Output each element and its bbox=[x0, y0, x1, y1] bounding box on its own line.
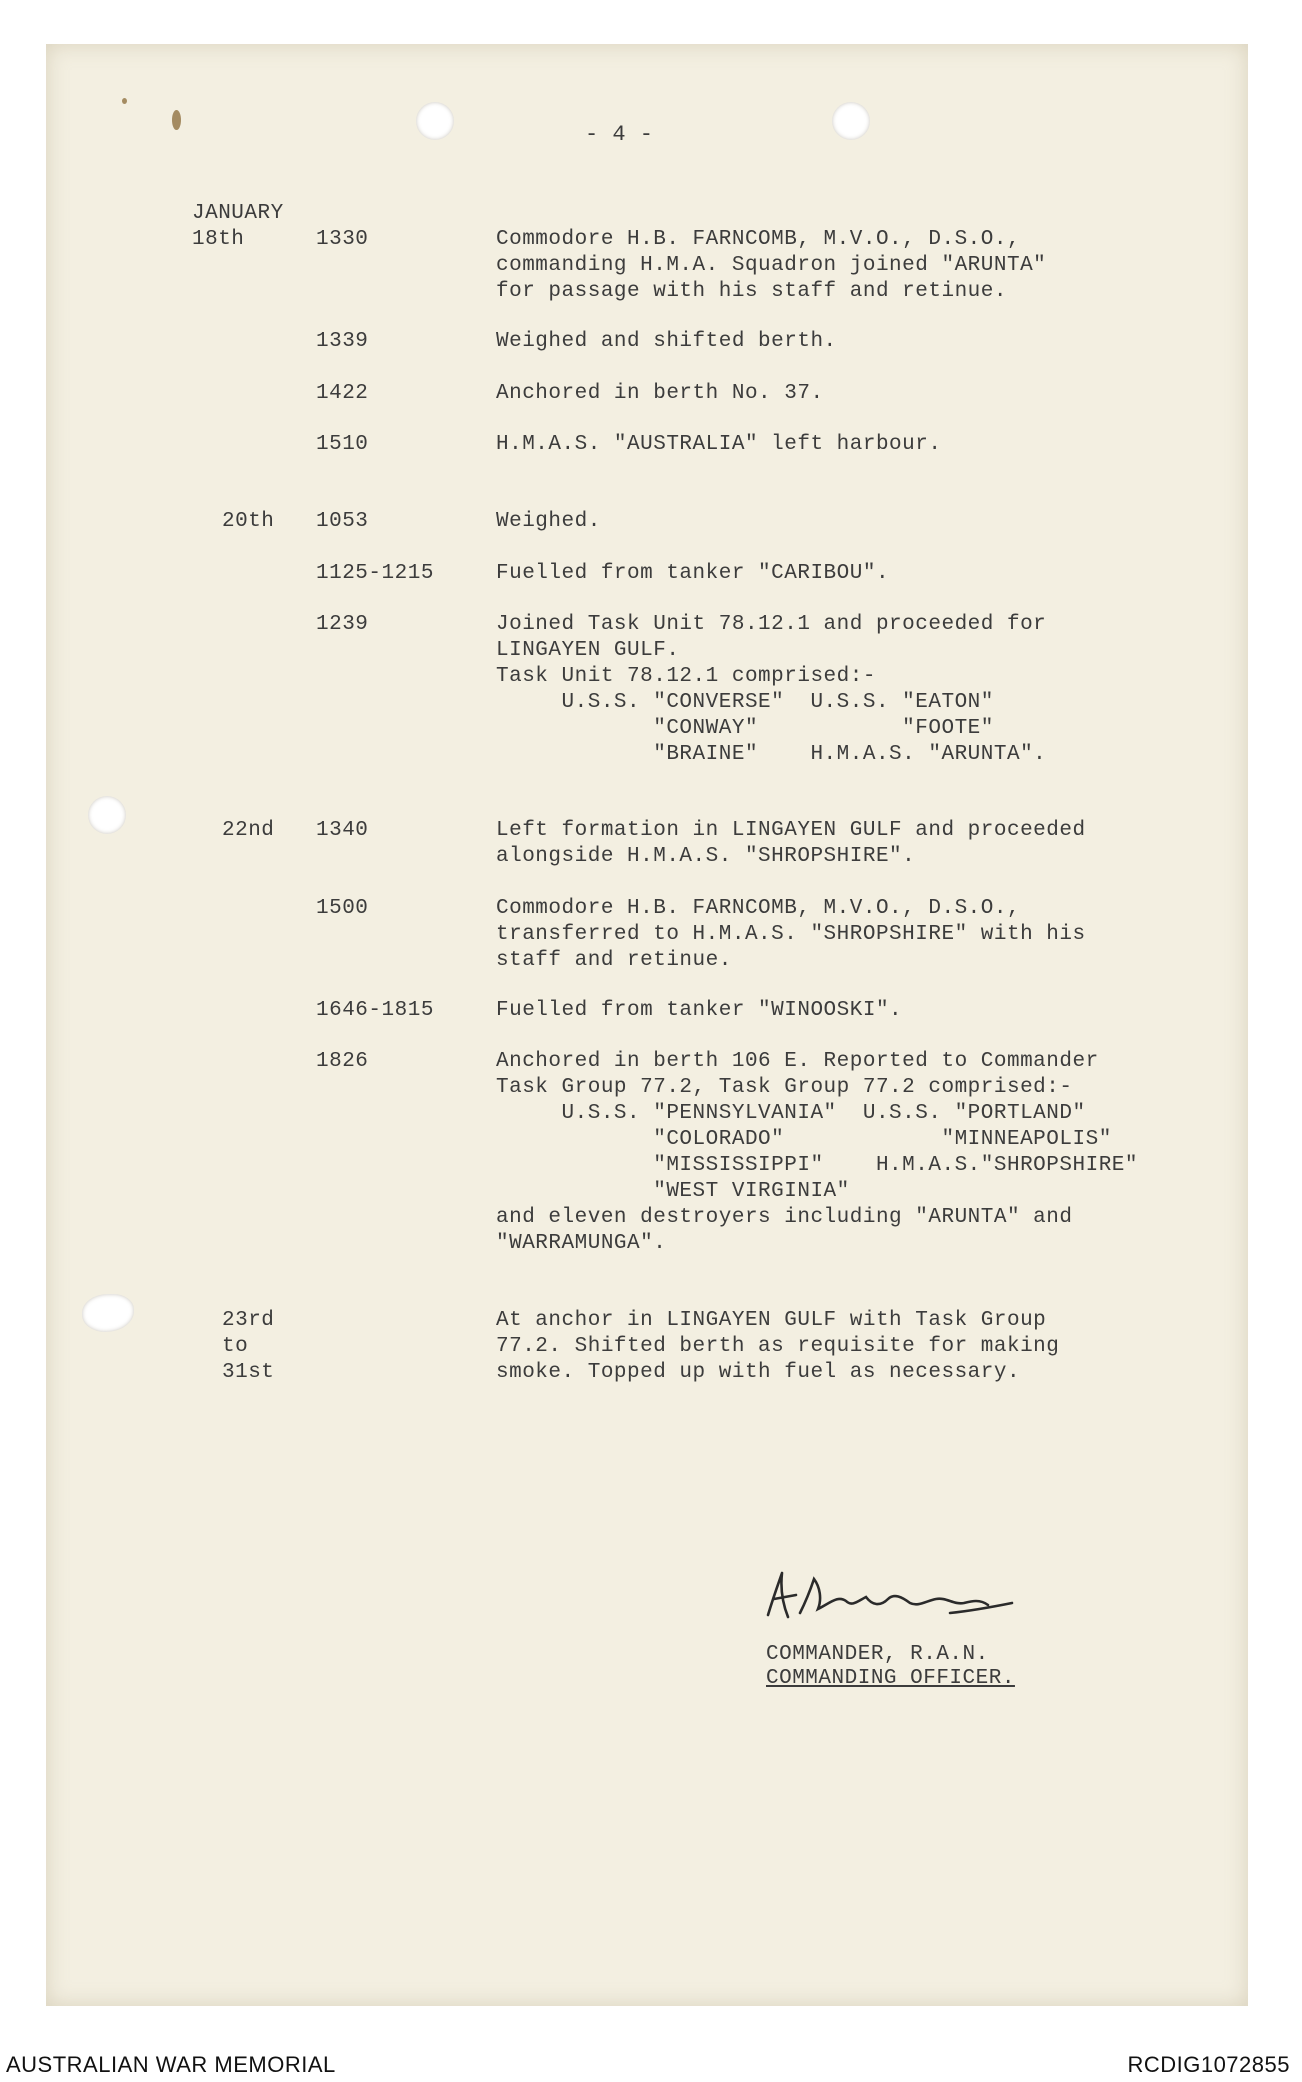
entry-text: Joined Task Unit 78.12.1 and proceeded for LINGAYEN GULF. Task Unit 78.12.1 comprised:- U.S.S. "CONVERSE" U.S.S. "EATON" "CONWAY" "FOOTE" "BRAINE" H.M.A.S. "ARUNTA". bbox=[496, 613, 1047, 766]
entry-text: At anchor in LINGAYEN GULF with Task Group 77.2. Shifted berth as requisite for making smoke. Topped up with fuel as necessary. bbox=[496, 1309, 1060, 1384]
entry-time: 1826 bbox=[316, 1050, 369, 1073]
entry-time: 1339 bbox=[316, 330, 369, 353]
entry-text: Fuelled from tanker "CARIBOU". bbox=[496, 562, 890, 585]
entry-text: Commodore H.B. FARNCOMB, M.V.O., D.S.O., transferred to H.M.A.S. "SHROPSHIRE" with his staff and retinue. bbox=[496, 897, 1086, 972]
entry-text: Weighed. bbox=[496, 510, 601, 533]
page-number: - 4 - bbox=[585, 122, 654, 147]
entry-text: Anchored in berth 106 E. Reported to Commander Task Group 77.2, Task Group 77.2 comprised:- U.S.S. "PENNSYLVANIA" U.S.S. "PORTLAND" "COLORADO" "MINNEAPOLIS" "MISSISSIPPI" H.M.A.S."SHROPSHIRE" "WEST VIRGINIA" and eleven destroyers including "ARUNTA" and "WARRAMUNGA". bbox=[496, 1050, 1139, 1255]
entry-date: JANUARY 18th bbox=[192, 202, 284, 251]
footer-archive-name: AUSTRALIAN WAR MEMORIAL bbox=[6, 2052, 336, 2077]
punch-hole-top-right bbox=[832, 102, 870, 140]
entry-time: 1239 bbox=[316, 613, 369, 636]
entry-date: 22nd bbox=[222, 819, 275, 842]
entry-text: H.M.A.S. "AUSTRALIA" left harbour. bbox=[496, 433, 942, 456]
entry-text: Commodore H.B. FARNCOMB, M.V.O., D.S.O., commanding H.M.A. Squadron joined "ARUNTA" for passage with his staff and retinue. bbox=[496, 228, 1047, 303]
rust-stain bbox=[122, 98, 127, 104]
handwritten-signature bbox=[760, 1565, 1030, 1630]
entry-time: 1125-1215 bbox=[316, 562, 434, 585]
entry-date: 23rd to 31st bbox=[222, 1309, 275, 1384]
entry-text: Fuelled from tanker "WINOOSKI". bbox=[496, 999, 903, 1022]
entry-time: 1422 bbox=[316, 382, 369, 405]
punch-hole-top-left bbox=[416, 102, 454, 140]
entry-time: 1646-1815 bbox=[316, 999, 434, 1022]
signature-title: COMMANDING OFFICER. bbox=[766, 1667, 1015, 1690]
entry-time: 1510 bbox=[316, 433, 369, 456]
entry-text: Left formation in LINGAYEN GULF and proceeded alongside H.M.A.S. "SHROPSHIRE". bbox=[496, 819, 1086, 868]
entry-text: Anchored in berth No. 37. bbox=[496, 382, 824, 405]
entry-text: Weighed and shifted berth. bbox=[496, 330, 837, 353]
signature-scribble bbox=[760, 1565, 1030, 1625]
punch-hole-side bbox=[88, 796, 126, 834]
signature-rank: COMMANDER, R.A.N. bbox=[766, 1643, 989, 1666]
punch-hole-side-torn bbox=[82, 1294, 134, 1332]
entry-time: 1340 bbox=[316, 819, 369, 842]
footer-record-id: RCDIG1072855 bbox=[1127, 2052, 1290, 2077]
entry-time: 1330 bbox=[316, 228, 369, 251]
entry-time: 1053 bbox=[316, 510, 369, 533]
entry-date: 20th bbox=[222, 510, 275, 533]
rust-stain bbox=[172, 110, 181, 130]
entry-time: 1500 bbox=[316, 897, 369, 920]
